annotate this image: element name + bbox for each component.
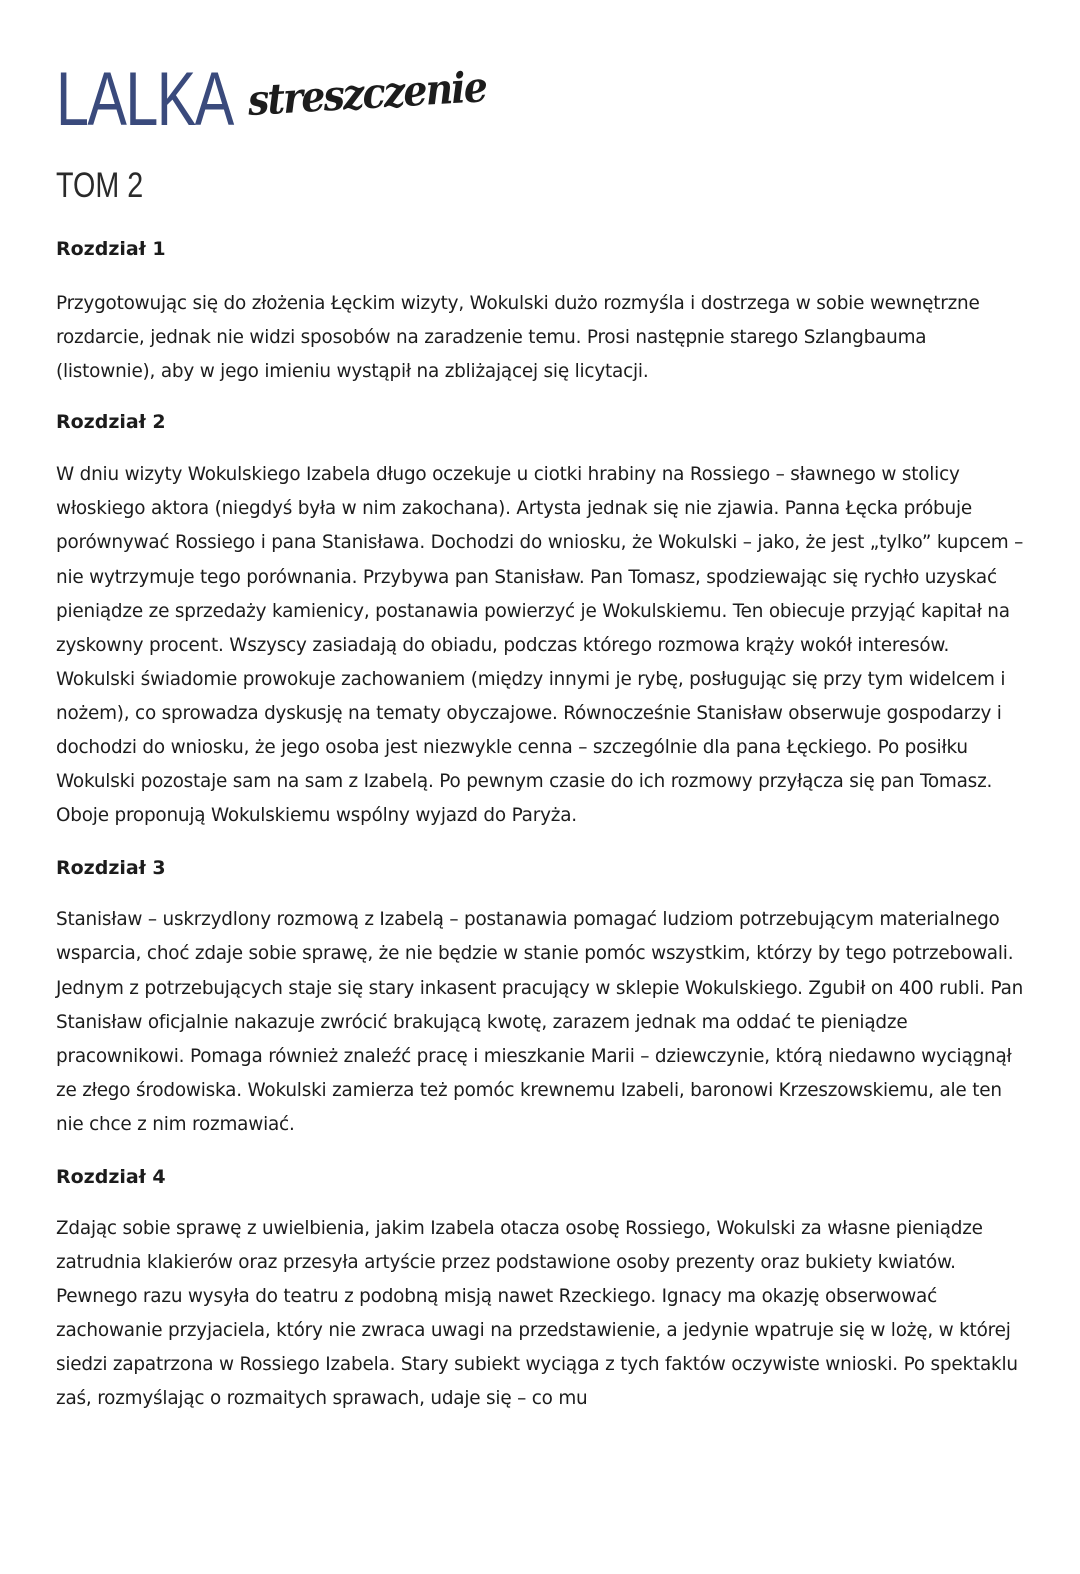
chapter-2-heading: Rozdział 2	[56, 411, 166, 434]
chapter-4-heading: Rozdział 4	[56, 1165, 166, 1188]
volume-heading: TOM 2	[56, 166, 144, 205]
chapter-1-text: Przygotowując się do złożenia Łęckim wizyty, Wokulski dużo rozmyśla i dostrzega w sobie wewnętrzne rozdarcie, jednak nie widzi sposobów na zaradzenie temu. Prosi następnie starego Szlangbauma (listownie), aby w jego imieniu wystąpił na zbliżającej się licytacji.	[56, 293, 980, 383]
chapter-3-text: Stanisław – uskrzydlony rozmową z Izabelą – postanawia pomagać ludziom potrzebującym materialnego wsparcia, choć zdaje sobie sprawę, że nie będzie w stanie pomóc wszystkim, którzy by tego potrzebowali. Jednym z potrzebujących staje się stary inkasent pracujący w sklepie Wokulskiego. Zgubił on 400 rubli. Pan Stanisław oficjalnie nakazuje zwrócić brakującą kwotę, zarazem jednak ma oddać te pieniądze pracownikowi. Pomaga również znaleźć pracę i mieszkanie Marii – dziewczynie, którą niedawno wyciągnął ze złego środowiska. Wokulski zamierza też pomóc krewnemu Izabeli, baronowi Krzeszowskiemu, ale ten nie chce z nim rozmawiać.	[56, 909, 1024, 1135]
chapter-4-text: Zdając sobie sprawę z uwielbienia, jakim Izabela otacza osobę Rossiego, Wokulski za własne pieniądze zatrudnia klakierów oraz przesyła artyście przez podstawione osoby prezenty oraz bukiety kwiatów. Pewnego razu wysyła do teatru z podobną misją nawet Rzeckiego. Ignacy ma okazję obserwować zachowanie przyjaciela, który nie zwraca uwagi na przedstawienie, a jedynie wpatruje się w lożę, w której siedzi zapatrzona w Rossiego Izabela. Stary subiekt wyciąga z tych faktów oczywiste wnioski. Po spektaklu zaś, rozmyślając o rozmaitych sprawach, udaje się – co mu	[56, 1217, 1018, 1410]
title-streszczenie: streszczenie	[246, 62, 487, 125]
title-lalka: LALKA	[56, 57, 233, 142]
document-title	[56, 57, 1024, 142]
chapter-3-heading: Rozdział 3	[56, 857, 166, 880]
chapter-1-heading: Rozdział 1	[56, 238, 166, 260]
document-page	[56, 57, 1024, 1417]
chapter-2-text: W dniu wizyty Wokulskiego Izabela długo oczekuje u ciotki hrabiny na Rossiego – sławnego w stolicy włoskiego aktora (niegdyś była w nim zakochana). Artysta jednak się nie zjawia. Panna Łęcka próbuje porównywać Rossiego i pana Stanisława. Dochodzi do wniosku, że Wokulski – jako, że jest „tylko” kupcem – nie wytrzymuje tego porównania. Przybywa pan Stanisław. Pan Tomasz, spodziewając się rychło uzyskać pieniądze ze sprzedaży kamienicy, postanawia powierzyć je Wokulskiemu. Ten obiecuje przyjąć kapitał na zyskowny procent. Wszyscy zasiadają do obiadu, podczas którego rozmowa krąży wokół interesów. Wokulski świadomie prowokuje zachowaniem (między innymi je rybę, posługując się przy tym widelcem i nożem), co sprowadza dyskusję na tematy obyczajowe. Równocześnie Stanisław obserwuje gospodarzy i dochodzi do wniosku, że jego osoba jest niezwykle cenna – szczególnie dla pana Łęckiego. Po posiłku Wokulski pozostaje sam na sam z Izabelą. Po pewnym czasie do ich rozmowy przyłącza się pan Tomasz. Oboje proponują Wokulskiemu wspólny wyjazd do Paryża.	[56, 464, 1024, 827]
